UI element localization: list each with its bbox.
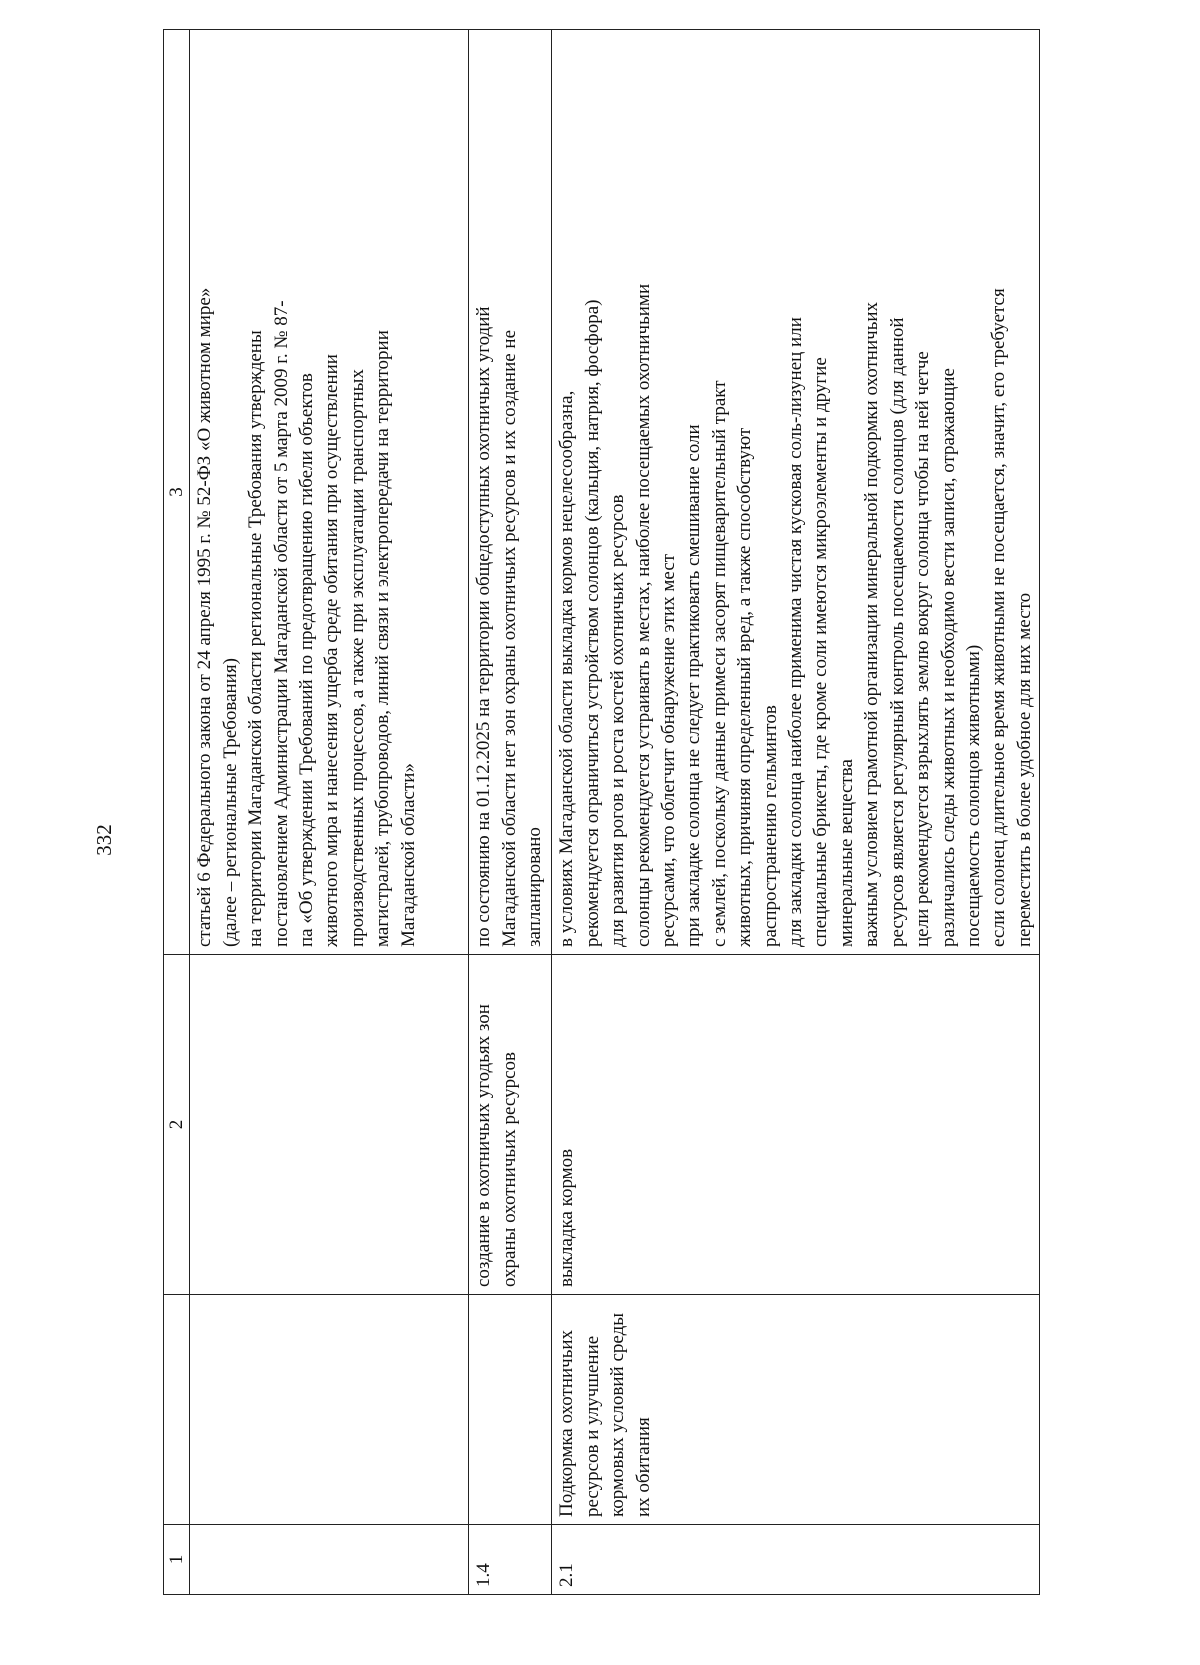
description-cell	[552, 30, 1040, 955]
description-line: в условиях Магаданской области выкладка кормов нецелесообразна,	[556, 390, 578, 947]
table-header-row	[164, 30, 190, 1595]
description-line: ресурсами, что облегчит обнаружение этих мест	[658, 553, 680, 947]
row-number-cell	[190, 1525, 469, 1595]
description-line: при закладке солонца не следует практиковать смешивание соли	[683, 424, 705, 947]
category-cell	[190, 1295, 469, 1525]
measure-text: создание в охотничьих угодьях зон охраны охотничьих ресурсов	[473, 1004, 520, 1287]
description-line: солонцы рекомендуется устраивать в местах, наиболее посещаемых охотничьими	[632, 283, 654, 947]
description-line: животных, причиняя определенный вред, а также способствуют	[734, 427, 756, 947]
description-line: переместить в более удобное для них место	[1013, 592, 1035, 947]
description-line: цели рекомендуется взрыхлять землю вокруг солонца чтобы на ней четче	[912, 351, 934, 947]
description-line: рекомендуется ограничиться устройством солонцов (кальция, натрия, фосфора)	[581, 299, 603, 947]
column-header	[164, 1295, 190, 1525]
description-line: постановлением Администрации Магаданской области от 5 марта 2009 г. № 87-	[270, 300, 292, 947]
description-line: посещаемость солонцов животными)	[962, 644, 984, 947]
description-line: важным условием грамотной организации минеральной подкормки охотничьих	[861, 301, 883, 947]
page-number: 332	[91, 824, 116, 856]
column-header: 2	[164, 955, 190, 1295]
description-line: если солонец длительное время животными не посещается, значит, его требуется	[988, 288, 1010, 947]
description-line: различались следы животных и необходимо вести записи, отражающие	[937, 368, 959, 947]
table-row	[190, 30, 469, 1595]
description-line: Магаданской области»	[397, 763, 419, 947]
table-row	[469, 30, 552, 1595]
description-line: специальные брикеты, где кроме соли имеются микроэлементы и другие	[810, 357, 832, 947]
description-cell	[190, 30, 469, 955]
measures-table	[163, 29, 1040, 1595]
column-header: 1	[164, 1525, 190, 1595]
measure-cell	[552, 955, 1040, 1295]
description-line: па «Об утверждении Требований по предотвращению гибели объектов	[296, 373, 318, 947]
measure-cell	[190, 955, 469, 1295]
description-line: на территории Магаданской области региональные Требования утверждены	[245, 330, 267, 947]
measure-text: выкладка кормов	[556, 1148, 578, 1287]
description-line: производственных процессов, а также при эксплуатации транспортных	[346, 369, 368, 947]
measure-cell	[469, 955, 552, 1295]
row-number-cell: 2.1	[552, 1525, 1040, 1595]
category-cell	[552, 1295, 1040, 1525]
description-line: для развития рогов и роста костей охотничьих ресурсов	[607, 494, 629, 947]
description-line: (далее – региональные Требования)	[219, 658, 241, 947]
description-line: Магаданской области нет зон охраны охотничьих ресурсов и их создание не	[498, 329, 520, 947]
description-line: магистралей, трубопроводов, линий связи и электропередачи на территории	[372, 330, 394, 947]
table-row	[552, 30, 1040, 1595]
column-header: 3	[164, 30, 190, 955]
description-line: ресурсов является регулярный контроль посещаемости солонцов (для данной	[886, 317, 908, 947]
row-number-cell: 1.4	[469, 1525, 552, 1595]
description-line: минеральные вещества	[835, 759, 857, 947]
description-cell	[469, 30, 552, 955]
category-text: Подкормка охотничьих ресурсов и улучшение кормовых условий среды их обитания	[556, 1312, 654, 1517]
description-line: для закладки солонца наиболее применима чистая кусковая соль-лизунец или	[785, 317, 807, 947]
rotated-page-content	[163, 30, 1038, 1595]
description-line: статьей 6 Федерального закона от 24 апреля 1995 г. № 52-ФЗ «О животном мире»	[194, 287, 216, 947]
description-line: запланировано	[524, 827, 546, 947]
description-line: с землей, поскольку данные примеси засорят пищеварительный тракт	[708, 380, 730, 947]
category-cell	[469, 1295, 552, 1525]
description-line: по состоянию на 01.12.2025 на территории общедоступных охотничьих угодий	[473, 306, 495, 947]
description-line: распространению гельминтов	[759, 705, 781, 947]
description-line: животного мира и нанесения ущерба среде обитания при осуществлении	[321, 354, 343, 947]
